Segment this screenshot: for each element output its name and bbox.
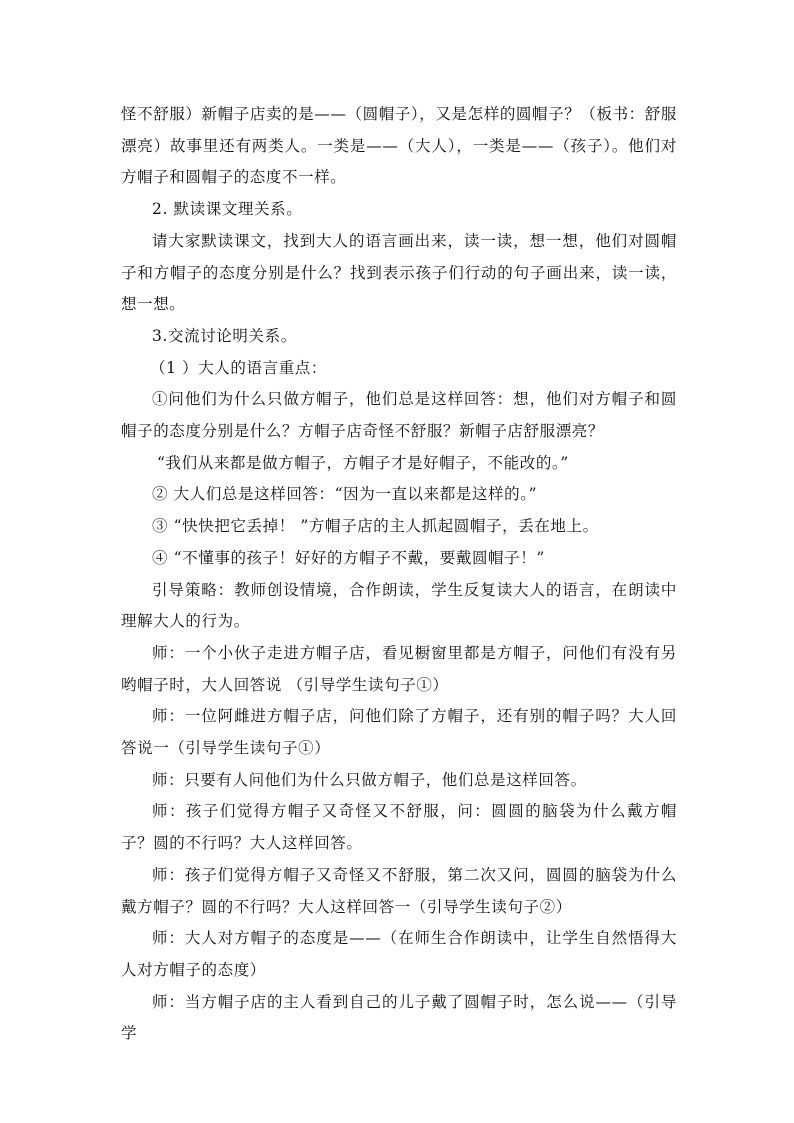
dialogue-paragraph: 师：孩子们觉得方帽子又奇怪又不舒服，问：圆圆的脑袋为什么戴方帽子？圆的不行吗？大人这样回答。: [121, 802, 677, 853]
document-body: [121, 99, 677, 1050]
paragraph-continuation: 怪不舒服）新帽子店卖的是——（圆帽子），又是怎样的圆帽子？（板书：舒服漂亮）故事里还有两类人。一类是——（大人），一类是——（孩子）。他们对方帽子和圆帽子的态度不一样。: [121, 105, 677, 187]
section-heading-silent-reading: 2. 默读课文理关系。: [152, 200, 303, 219]
dialogue-paragraph: 师：一位阿雌进方帽子店，问他们除了方帽子，还有别的帽子吗？大人回答说一（引导学生读句子①）: [121, 707, 677, 758]
dialogue-paragraph: 师：只要有人问他们为什么只做方帽子，他们总是这样回答。: [152, 770, 587, 789]
paragraph-strategy: 引导策略：教师创设情境，合作朗读，学生反复读大人的语言，在朗读中理解大人的行为。: [121, 580, 677, 631]
list-item-4: ④ “不懂事的孩子！好好的方帽子不戴，要戴圆帽子！”: [152, 548, 545, 567]
dialogue-paragraph: 师：一个小伙子走进方帽子店，看见橱窗里都是方帽子，问他们有没有另哟帽子时，大人回答说 （引导学生读句子①）: [121, 643, 677, 694]
list-item-3: ③ “快快把它丢掉！ ”方帽子店的主人抓起圆帽子，丢在地上。: [152, 517, 599, 536]
list-item-1: ①问他们为什么只做方帽子，他们总是这样回答：想，他们对方帽子和圆帽子的态度分别是什么？方帽子店奇怪不舒服？新帽子店舒服漂亮？: [121, 390, 677, 441]
section-heading-discussion: 3.交流讨论明关系。: [152, 326, 297, 345]
quote-line: “我们从来都是做方帽子，方帽子才是好帽子，不能改的。”: [157, 453, 569, 472]
dialogue-paragraph: 师：孩子们觉得方帽子又奇怪又不舒服，第二次又问，圆圆的脑袋为什么戴方帽子？圆的不行吗？大人这样回答一（引导学生读句子②）: [121, 865, 677, 916]
dialogue-paragraph: 师：当方帽子店的主人看到自己的儿子戴了圆帽子时，怎么说——（引导学: [121, 992, 677, 1043]
paragraph-instruction: 请大家默读课文，找到大人的语言画出来，读一读，想一想，他们对圆帽子和方帽子的态度分别是什么？找到表示孩子们行动的句子画出来，读一读，想一想。: [121, 231, 677, 314]
subheading-adult-language: （1 ）大人的语言重点：: [150, 358, 327, 377]
dialogue-paragraph: 师：大人对方帽子的态度是——（在师生合作朗读中，让学生自然悟得大人对方帽子的态度）: [121, 929, 677, 979]
list-item-2: ② 大人们总是这样回答：“因为一直以来都是这样的。”: [152, 485, 538, 504]
